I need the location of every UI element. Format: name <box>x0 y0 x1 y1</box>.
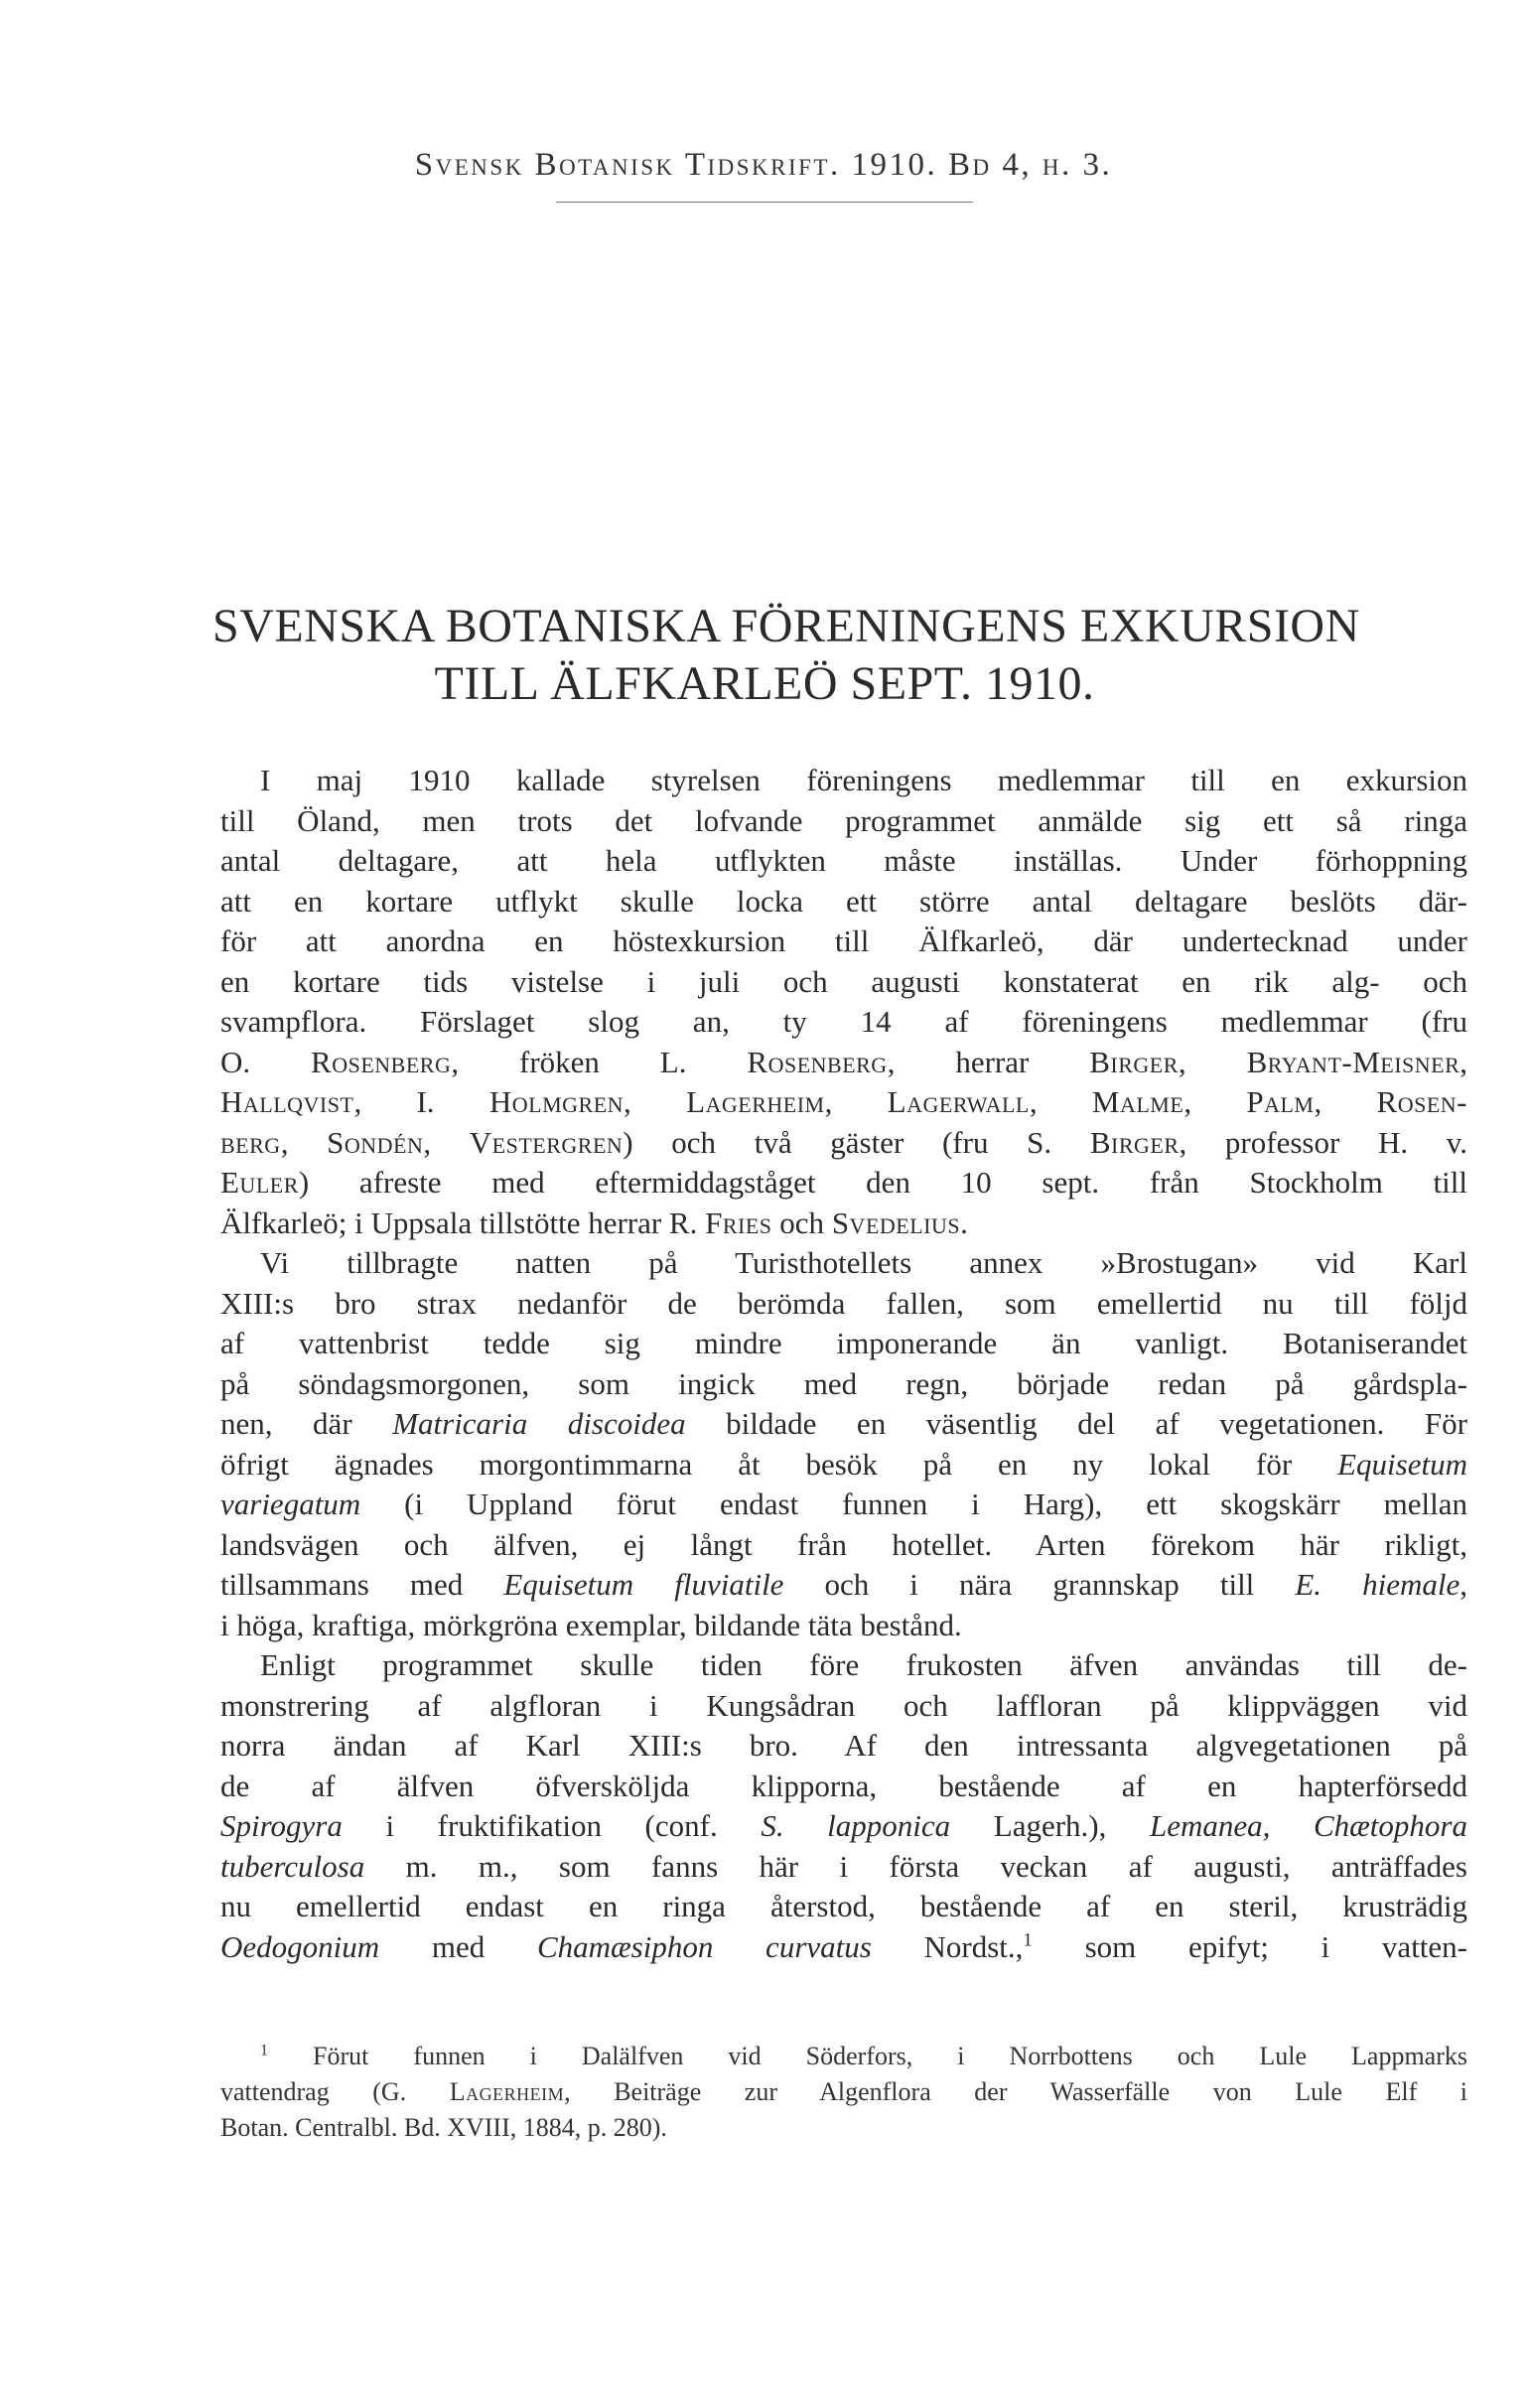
body-line: Älfkarleö; i Uppsala tillstötte herrar R. Fries och Svedelius. <box>220 1204 968 1240</box>
species-name: Oedogonium <box>220 1928 380 1964</box>
person-name: Bryant-Meisner <box>1246 1044 1460 1079</box>
species-name: tuberculosa <box>220 1848 365 1884</box>
species-name: Spirogyra <box>220 1808 343 1843</box>
body-line: Enligt programmet skulle tiden före frukosten äfven användas till de- <box>260 1647 1467 1682</box>
species-name: Equisetum fluviatile <box>503 1567 784 1602</box>
person-name: Birger <box>1089 1044 1179 1079</box>
body-line: Oedogonium med Chamæsiphon curvatus Nordst.,$^1$ som epifyt; i vatten- <box>220 1928 1468 1964</box>
body-line: monstrering af algfloran i Kungsådran och laffloran på klippväggen vid <box>220 1687 1467 1723</box>
body-line: nu emellertid endast en ringa återstod, bestående af en steril, krusträdig <box>220 1889 1467 1923</box>
body-line: antal deltagare, att hela utflykten måste inställas. Under förhoppning <box>220 843 1467 878</box>
person-name: Holmgren <box>488 1084 625 1119</box>
person-name: Malme <box>1091 1084 1184 1119</box>
body-line: att en kortare utflykt skulle locka ett större antal deltagare beslöts där- <box>220 883 1467 919</box>
person-name: Palm <box>1246 1084 1315 1119</box>
article-title <box>212 598 1360 713</box>
person-name: Hallqvist <box>220 1084 354 1119</box>
footnote-line: vattendrag (G. Lagerheim, Beiträge zur Algenflora der Wasserfälle von Lule Elf i <box>220 2077 1467 2106</box>
species-name: Matricaria discoidea <box>392 1406 686 1441</box>
footnote <box>220 2039 1467 2146</box>
species-name: variegatum <box>220 1487 361 1521</box>
person-name: Euler <box>220 1165 299 1200</box>
body-line: Euler) afreste med eftermiddagståget den 10 sept. från Stockholm till <box>220 1165 1467 1200</box>
person-name: Vestergren <box>469 1124 624 1160</box>
body-line: öfrigt ägnades morgontimmarna åt besök på en ny lokal för Equisetum <box>220 1446 1467 1482</box>
body-line: Vi tillbragte natten på Turisthotellets annex »Brostugan» vid Karl <box>260 1245 1467 1280</box>
person-name: Rosen- <box>1376 1084 1467 1119</box>
species-name: S. lapponica <box>761 1808 951 1843</box>
body-line: Spirogyra i fruktifikation (conf. S. lapponica Lagerh.), Lemanea, Chætophora <box>220 1808 1467 1843</box>
header-rule <box>556 202 973 203</box>
species-name: E. hiemale <box>1295 1567 1460 1602</box>
body-line: Hallqvist, I. Holmgren, Lagerheim, Lagerwall, Malme, Palm, Rosen- <box>220 1084 1467 1119</box>
body-line: landsvägen och älfven, ej långt från hotellet. Arten förekom här rikligt, <box>220 1526 1467 1562</box>
body-line: tillsammans med Equisetum fluviatile och i nära grannskap till E. hiemale, <box>220 1567 1467 1602</box>
person-name: Rosenberg <box>747 1044 888 1079</box>
species-name: Chamæsiphon curvatus <box>536 1928 872 1964</box>
person-name: Sondén <box>327 1124 424 1160</box>
body-line: tuberculosa m. m., som fanns här i första veckan af augusti, anträffades <box>220 1848 1467 1884</box>
species-name: Equisetum <box>1337 1446 1467 1482</box>
body-line: i höga, kraftiga, mörkgröna exemplar, bildande täta bestånd. <box>220 1607 962 1642</box>
running-head: Svensk Botanisk Tidskrift. 1910. Bd 4, h. 3. <box>414 147 1113 183</box>
body-line: för att anordna en höstexkursion till Älfkarleö, där undertecknad under <box>220 923 1467 958</box>
person-name: Rosenberg <box>311 1044 452 1079</box>
body-line: af vattenbrist tedde sig mindre imponerande än vanligt. Botaniserandet <box>220 1326 1467 1360</box>
person-name: Lagerheim <box>449 2077 565 2106</box>
body-line: norra ändan af Karl XIII:s bro. Af den intressanta algvegetationen på <box>220 1728 1467 1763</box>
body-line: på söndagsmorgonen, som ingick med regn, började redan på gårdspla- <box>220 1365 1467 1401</box>
body-line: nen, där Matricaria discoidea bildade en väsentlig del af vegetationen. För <box>220 1406 1467 1441</box>
title-line-2: TILL ÄLFKARLEÖ SEPT. 1910. <box>434 657 1095 710</box>
footnote-reference: 1 <box>1023 1929 1033 1951</box>
body-line: O. Rosenberg, fröken L. Rosenberg, herrar Birger, Bryant-Meisner, <box>220 1044 1468 1079</box>
body-line: till Öland, men trots det lofvande programmet anmälde sig ett så ringa <box>220 802 1467 838</box>
person-name: berg <box>220 1124 281 1160</box>
body-line: svampflora. Förslaget slog an, ty 14 af föreningens medlemmar (fru <box>220 1004 1467 1039</box>
body-line: I maj 1910 kallade styrelsen föreningens medlemmar till en exkursion <box>260 763 1467 797</box>
footnote-line: Botan. Centralbl. Bd. XVIII, 1884, p. 280). <box>220 2113 667 2142</box>
footnote-mark: 1 <box>260 2042 268 2059</box>
footnote-line: $^1$ Förut funnen i Dalälfven vid Söderfors, i Norrbottens och Lule Lappmarks <box>260 2042 1467 2070</box>
person-name: Lagerwall <box>887 1084 1030 1119</box>
title-line-1: SVENSKA BOTANISKA FÖRENINGENS EXKURSION <box>212 600 1360 652</box>
body-line: variegatum (i Uppland förut endast funnen i Harg), ett skogskärr mellan <box>220 1487 1467 1521</box>
person-name: Birger <box>1089 1124 1180 1160</box>
body-line: en kortare tids vistelse i juli och augusti konstaterat en rik alg- och <box>220 963 1467 999</box>
species-name: Lemanea, Chætophora <box>1149 1808 1467 1843</box>
person-name: Fries <box>705 1204 772 1240</box>
body-line: XIII:s bro strax nedanför de berömda fallen, som emellertid nu till följd <box>220 1285 1467 1321</box>
person-name: Svedelius <box>831 1204 961 1240</box>
person-name: Lagerheim <box>686 1084 825 1119</box>
body-line: berg, Sondén, Vestergren) och två gäster (fru S. Birger, professor H. v. <box>220 1124 1468 1160</box>
body-line: de af älfven öfversköljda klipporna, bestående af en hapterförsedd <box>220 1768 1467 1803</box>
body-text <box>220 761 1467 1967</box>
